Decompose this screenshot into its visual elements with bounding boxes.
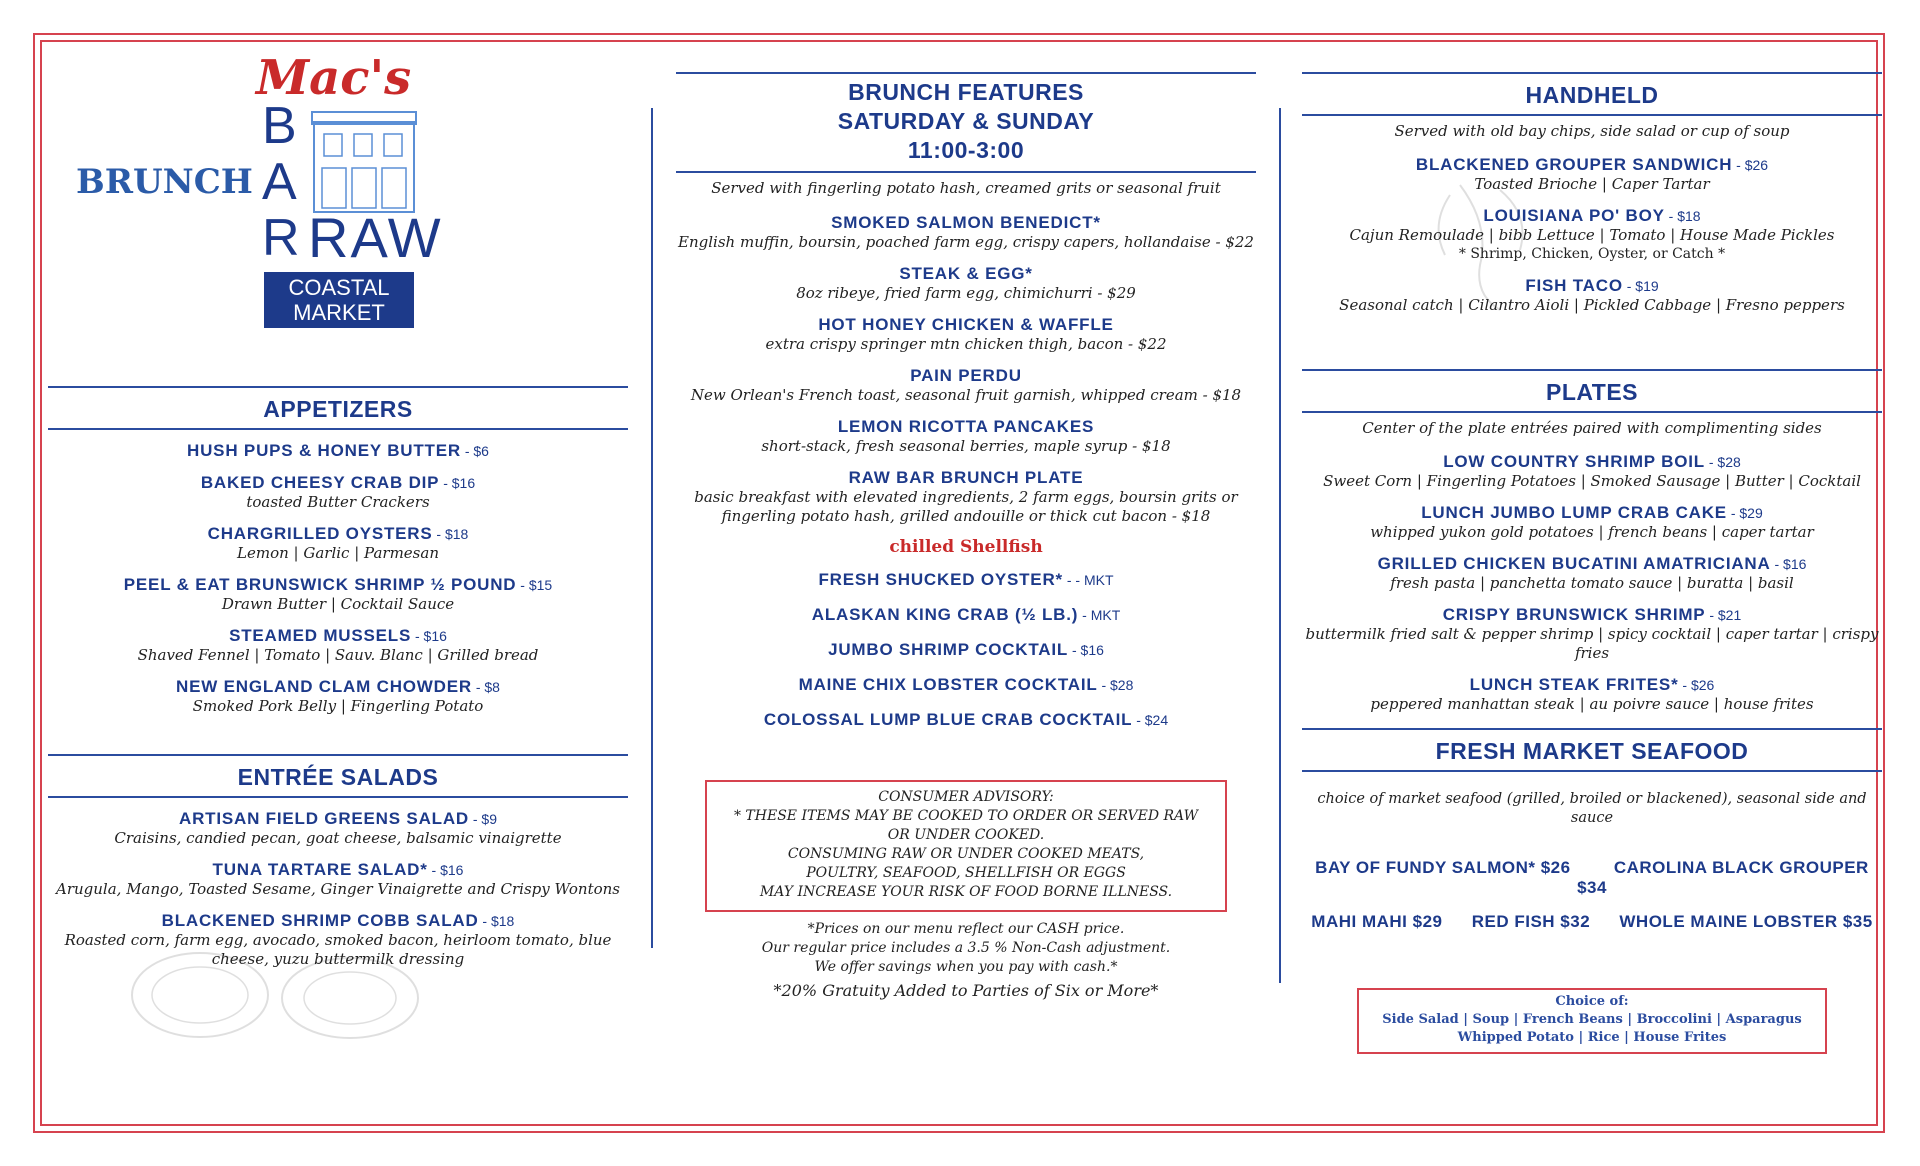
item-name: SMOKED SALMON BENEDICT* bbox=[831, 213, 1101, 232]
choice-title: Choice of: bbox=[1555, 994, 1629, 1009]
item-name: STEAMED MUSSELS bbox=[229, 626, 412, 645]
menu-item bbox=[48, 523, 628, 563]
item-name: ALASKAN KING CRAB (½ LB.) bbox=[811, 605, 1079, 624]
cash-note-line: We offer savings when you pay with cash.* bbox=[814, 959, 1118, 975]
brunch-title-line2: SATURDAY & SUNDAY bbox=[837, 108, 1095, 134]
menu-item bbox=[48, 472, 628, 512]
logo-market-badge bbox=[264, 272, 414, 328]
item-description: fresh pasta | panchetta tomato sauce | buratta | basil bbox=[1390, 574, 1794, 592]
advisory-line: MAY INCREASE YOUR RISK OF FOOD BORNE ILLNESS. bbox=[759, 884, 1173, 900]
divider-left bbox=[651, 108, 653, 948]
seafood-rule-bottom bbox=[1302, 770, 1882, 772]
item-description: Lemon | Garlic | Parmesan bbox=[237, 544, 439, 562]
item-description: basic breakfast with elevated ingredients, 2 farm eggs, boursin grits or fingerling potato hash, grilled andouille or thick cut bacon - $18 bbox=[694, 488, 1238, 525]
advisory-line: POULTRY, SEAFOOD, SHELLFISH OR EGGS bbox=[806, 865, 1126, 881]
item-name: BLACKENED SHRIMP COBB SALAD bbox=[161, 911, 479, 930]
salads-title: ENTRÉE SALADS bbox=[237, 764, 439, 790]
plates-subtitle: Center of the plate entrées paired with complimenting sides bbox=[1362, 419, 1822, 437]
menu-item bbox=[1302, 674, 1882, 714]
menu-item bbox=[48, 574, 628, 614]
cash-note-line: Our regular price includes a 3.5 % Non-Cash adjustment. bbox=[761, 940, 1171, 956]
menu-item bbox=[676, 416, 1256, 456]
item-name: BAKED CHEESY CRAB DIP bbox=[200, 473, 440, 492]
item-description: buttermilk fried salt & pepper shrimp | spicy cocktail | caper tartar | crispy fries bbox=[1305, 625, 1879, 662]
item-name: JUMBO SHRIMP COCKTAIL bbox=[828, 640, 1069, 659]
item-name: LUNCH JUMBO LUMP CRAB CAKE bbox=[1421, 503, 1727, 522]
seafood-row bbox=[1302, 858, 1882, 898]
item-name: PAIN PERDU bbox=[910, 366, 1022, 385]
item-price: - $21 bbox=[1705, 607, 1742, 623]
menu-item bbox=[48, 859, 628, 899]
item-description: toasted Butter Crackers bbox=[246, 493, 430, 511]
item-name: HOT HONEY CHICKEN & WAFFLE bbox=[818, 315, 1114, 334]
plates-title: PLATES bbox=[1545, 379, 1639, 405]
seafood-item: RED FISH $32 bbox=[1471, 912, 1591, 931]
item-description: peppered manhattan steak | au poivre sauce | house frites bbox=[1370, 695, 1814, 713]
plates-rule-top bbox=[1302, 369, 1882, 371]
item-price: - $28 bbox=[1704, 454, 1741, 470]
item-name: LUNCH STEAK FRITES* bbox=[1469, 675, 1679, 694]
menu-item bbox=[1302, 451, 1882, 491]
menu-item bbox=[676, 709, 1256, 730]
menu-item bbox=[676, 365, 1256, 405]
logo-market: MARKET bbox=[293, 300, 385, 325]
seafood-subtitle: choice of market seafood (grilled, broiled or blackened), seasonal side and sauce bbox=[1317, 791, 1867, 826]
item-name: BLACKENED GROUPER SANDWICH bbox=[1415, 155, 1733, 174]
item-price: - $28 bbox=[1097, 677, 1134, 693]
center-column bbox=[676, 40, 1256, 1000]
appetizers-list bbox=[48, 440, 628, 716]
item-price: - $24 bbox=[1132, 712, 1169, 728]
item-description: short-stack, fresh seasonal berries, maple syrup - $18 bbox=[761, 437, 1171, 455]
logo-letter-a: A bbox=[262, 153, 297, 211]
menu-item bbox=[48, 440, 628, 461]
menu-item bbox=[1302, 275, 1882, 315]
item-name: LOW COUNTRY SHRIMP BOIL bbox=[1443, 452, 1705, 471]
appetizers-rule-top bbox=[48, 386, 628, 388]
item-description: Seasonal catch | Cilantro Aioli | Pickled Cabbage | Fresno peppers bbox=[1339, 296, 1845, 314]
item-description: Roasted corn, farm egg, avocado, smoked bacon, heirloom tomato, blue cheese, yuzu buttermilk dressing bbox=[64, 931, 612, 968]
item-name: LEMON RICOTTA PANCAKES bbox=[837, 417, 1095, 436]
item-name: NEW ENGLAND CLAM CHOWDER bbox=[176, 677, 472, 696]
seafood-item: MAHI MAHI $29 bbox=[1311, 912, 1443, 931]
item-description: Smoked Pork Belly | Fingerling Potato bbox=[192, 697, 484, 715]
item-name: TUNA TARTARE SALAD* bbox=[212, 860, 428, 879]
logo-letter-b: B bbox=[262, 97, 297, 155]
item-price: - $26 bbox=[1678, 677, 1715, 693]
handheld-rule-top bbox=[1302, 72, 1882, 74]
logo-brunch-word: BRUNCH bbox=[76, 162, 253, 202]
item-description: whipped yukon gold potatoes | french beans | caper tartar bbox=[1370, 523, 1814, 541]
menu-item bbox=[1302, 154, 1882, 194]
menu-item bbox=[1302, 604, 1882, 663]
item-description: 8oz ribeye, fried farm egg, chimichurri - $29 bbox=[796, 284, 1136, 302]
brunch-rule-top bbox=[676, 72, 1256, 74]
seafood-rule-top bbox=[1302, 728, 1882, 730]
menu-item bbox=[48, 676, 628, 716]
advisory-line: CONSUMING RAW OR UNDER COOKED MEATS, bbox=[787, 846, 1145, 862]
item-description: extra crispy springer mtn chicken thigh, bacon - $22 bbox=[765, 335, 1167, 353]
consumer-advisory-box bbox=[705, 780, 1227, 912]
item-price: - $16 bbox=[411, 628, 447, 644]
cash-note-line: *Prices on our menu reflect our CASH price. bbox=[807, 921, 1125, 937]
brunch-rule-bottom bbox=[676, 171, 1256, 173]
item-name: CHARGRILLED OYSTERS bbox=[207, 524, 433, 543]
item-name: ARTISAN FIELD GREENS SALAD bbox=[179, 809, 469, 828]
brunch-title-line3: 11:00-3:00 bbox=[907, 137, 1025, 163]
item-description: Cajun Remoulade | bibb Lettuce | Tomato | House Made Pickles bbox=[1349, 226, 1835, 244]
salads-rule-bottom bbox=[48, 796, 628, 798]
logo-coastal: COASTAL bbox=[288, 275, 390, 300]
item-name: MAINE CHIX LOBSTER COCKTAIL bbox=[798, 675, 1098, 694]
brunch-subtitle: Served with fingerling potato hash, creamed grits or seasonal fruit bbox=[711, 179, 1221, 197]
item-price: - $9 bbox=[468, 811, 497, 827]
item-price: - $18 bbox=[478, 913, 515, 929]
item-description: Sweet Corn | Fingerling Potatoes | Smoked Sausage | Butter | Cocktail bbox=[1323, 472, 1861, 490]
sides-choice-box bbox=[1357, 988, 1827, 1054]
handheld-subtitle: Served with old bay chips, side salad or cup of soup bbox=[1394, 122, 1790, 140]
item-price: - $6 bbox=[460, 443, 489, 459]
item-price: - $19 bbox=[1622, 278, 1659, 294]
handheld-rule-bottom bbox=[1302, 114, 1882, 116]
menu-item bbox=[1302, 553, 1882, 593]
plates-rule-bottom bbox=[1302, 411, 1882, 413]
left-column bbox=[48, 40, 628, 980]
logo-letter-r: R bbox=[262, 209, 300, 267]
item-description: Toasted Brioche | Caper Tartar bbox=[1474, 175, 1710, 193]
item-price: - $26 bbox=[1732, 157, 1769, 173]
handheld-list bbox=[1302, 154, 1882, 315]
menu-item bbox=[676, 604, 1256, 625]
seafood-item: CAROLINA BLACK GROUPER $34 bbox=[1577, 858, 1869, 897]
shellfish-list bbox=[676, 569, 1256, 730]
logo-script-name: Mac's bbox=[256, 50, 412, 106]
advisory-line: CONSUMER ADVISORY: bbox=[878, 789, 1054, 805]
menu-item bbox=[48, 625, 628, 665]
item-name: FRESH SHUCKED OYSTER* bbox=[818, 570, 1063, 589]
divider-right bbox=[1279, 108, 1281, 983]
item-description: Shaved Fennel | Tomato | Sauv. Blanc | Grilled bread bbox=[137, 646, 539, 664]
item-price: - $16 bbox=[1068, 642, 1104, 658]
menu-item bbox=[676, 212, 1256, 252]
menu-item bbox=[676, 569, 1256, 590]
item-price: - $18 bbox=[432, 526, 469, 542]
logo-raw-word: RAW bbox=[308, 206, 443, 269]
item-name: STEAK & EGG* bbox=[899, 264, 1033, 283]
plates-list bbox=[1302, 451, 1882, 714]
menu-item bbox=[676, 639, 1256, 660]
menu-item bbox=[676, 263, 1256, 303]
seafood-row bbox=[1302, 912, 1882, 932]
item-price: - $8 bbox=[471, 679, 500, 695]
menu-item bbox=[676, 467, 1256, 526]
item-name: CRISPY BRUNSWICK SHRIMP bbox=[1442, 605, 1706, 624]
menu-item bbox=[676, 674, 1256, 695]
seafood-title: FRESH MARKET SEAFOOD bbox=[1435, 738, 1749, 764]
menu-item bbox=[48, 910, 628, 969]
item-price: - $18 bbox=[1664, 208, 1701, 224]
item-price: - MKT bbox=[1078, 607, 1121, 623]
item-price: - $16 bbox=[439, 475, 476, 491]
menu-item bbox=[676, 314, 1256, 354]
item-price: - - MKT bbox=[1062, 572, 1114, 588]
menu-item bbox=[48, 808, 628, 848]
appetizers-title: APPETIZERS bbox=[263, 396, 413, 422]
chilled-shellfish-title: chilled Shellfish bbox=[889, 537, 1043, 557]
item-description: Drawn Butter | Cocktail Sauce bbox=[221, 595, 455, 613]
advisory-line: OR UNDER COOKED. bbox=[887, 827, 1045, 843]
salads-rule-top bbox=[48, 754, 628, 756]
menu-item bbox=[1302, 205, 1882, 264]
item-description: Craisins, candied pecan, goat cheese, balsamic vinaigrette bbox=[114, 829, 562, 847]
item-name: FISH TACO bbox=[1525, 276, 1623, 295]
item-price: - $15 bbox=[516, 577, 553, 593]
gratuity-note: *20% Gratuity Added to Parties of Six or More* bbox=[773, 981, 1159, 1000]
item-name: LOUISIANA PO' BOY bbox=[1483, 206, 1665, 225]
item-name: PEEL & EAT BRUNSWICK SHRIMP ½ POUND bbox=[123, 575, 517, 594]
salads-list bbox=[48, 808, 628, 969]
item-name: GRILLED CHICKEN BUCATINI AMATRICIANA bbox=[1377, 554, 1771, 573]
appetizers-rule-bottom bbox=[48, 428, 628, 430]
building-icon bbox=[310, 104, 420, 216]
item-price: - $16 bbox=[427, 862, 464, 878]
right-column bbox=[1302, 40, 1882, 1054]
logo bbox=[48, 40, 628, 350]
item-description: Arugula, Mango, Toasted Sesame, Ginger Vinaigrette and Crispy Wontons bbox=[56, 880, 620, 898]
seafood-item: BAY OF FUNDY SALMON* $26 bbox=[1315, 858, 1571, 877]
item-price: - $16 bbox=[1770, 556, 1807, 572]
item-name: HUSH PUPS & HONEY BUTTER bbox=[187, 441, 461, 460]
item-price: - $29 bbox=[1726, 505, 1763, 521]
advisory-line: * THESE ITEMS MAY BE COOKED TO ORDER OR SERVED RAW bbox=[733, 808, 1198, 824]
item-name: COLOSSAL LUMP BLUE CRAB COCKTAIL bbox=[763, 710, 1133, 729]
handheld-title: HANDHELD bbox=[1525, 82, 1659, 108]
item-name: RAW BAR BRUNCH PLATE bbox=[848, 468, 1084, 487]
menu-item bbox=[1302, 502, 1882, 542]
cash-price-note bbox=[676, 920, 1256, 977]
item-note: * Shrimp, Chicken, Oyster, or Catch * bbox=[1458, 246, 1726, 262]
choice-line: Whipped Potato | Rice | House Frites bbox=[1457, 1030, 1727, 1045]
seafood-item: WHOLE MAINE LOBSTER $35 bbox=[1619, 912, 1873, 931]
brunch-title-line1: BRUNCH FEATURES bbox=[848, 79, 1084, 105]
item-description: New Orlean's French toast, seasonal fruit garnish, whipped cream - $18 bbox=[690, 386, 1242, 404]
choice-line: Side Salad | Soup | French Beans | Broccolini | Asparagus bbox=[1382, 1012, 1802, 1027]
item-description: English muffin, boursin, poached farm egg, crispy capers, hollandaise - $22 bbox=[678, 233, 1254, 251]
brunch-list bbox=[676, 212, 1256, 526]
brunch-title bbox=[676, 78, 1256, 165]
